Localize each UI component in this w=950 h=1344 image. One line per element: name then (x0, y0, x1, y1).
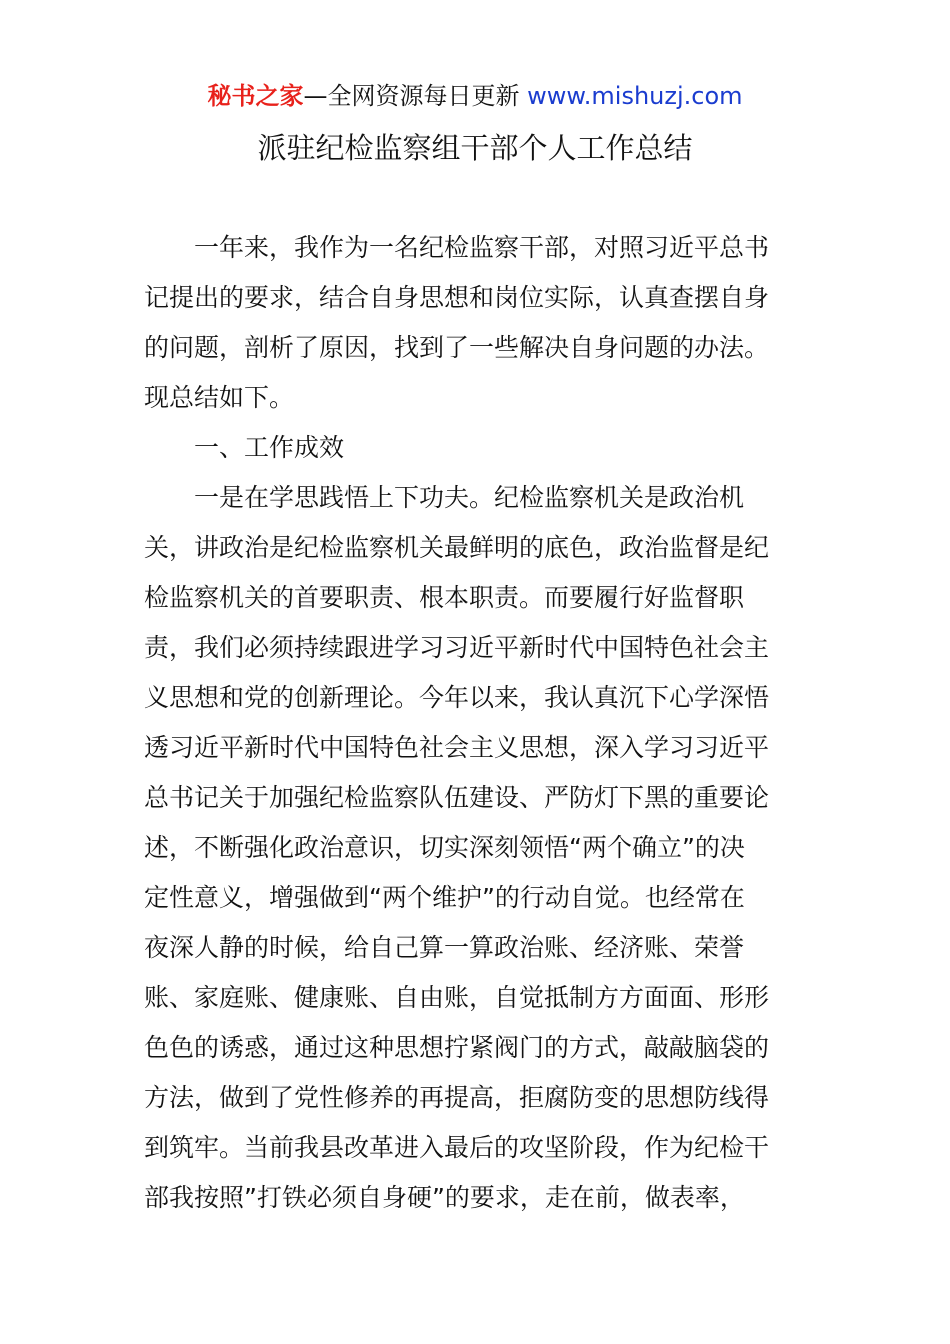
text-line: 述，不断强化政治意识，切实深刻领悟“两个确立”的决 (144, 833, 745, 862)
header-tagline: —全网资源每日更新 (303, 82, 520, 110)
text-line: 夜深人静的时候，给自己算一算政治账、经济账、荣誉 (144, 933, 745, 962)
text-line: 义思想和党的创新理论。今年以来，我认真沉下心学深悟 (144, 683, 770, 712)
text-line: 账、家庭账、健康账、自由账，自觉抵制方方面面、形形 (144, 983, 770, 1012)
text-line: 关，讲政治是纪检监察机关最鲜明的底色，政治监督是纪 (144, 533, 770, 562)
site-url-link[interactable]: www.mishuzj.com (527, 82, 743, 110)
site-header (0, 80, 950, 112)
brand-name: 秘书之家 (207, 82, 304, 110)
text-line: 到筑牢。当前我县改革进入最后的攻坚阶段，作为纪检干 (144, 1133, 770, 1162)
text-line: 透习近平新时代中国特色社会主义思想，深入学习习近平 (144, 733, 770, 762)
text-line: 责，我们必须持续跟进学习习近平新时代中国特色社会主 (144, 633, 770, 662)
text-line: 方法，做到了党性修养的再提高，拒腐防变的思想防线得 (144, 1083, 770, 1112)
text-line: 总书记关于加强纪检监察队伍建设、严防灯下黑的重要论 (144, 783, 770, 812)
text-line: 检监察机关的首要职责、根本职责。而要履行好监督职 (144, 583, 745, 612)
text-line: 的问题，剖析了原因，找到了一些解决自身问题的办法。 (144, 333, 770, 362)
text-line: 部我按照”打铁必须自身硬”的要求，走在前，做表率， (144, 1183, 745, 1212)
text-line: 现总结如下。 (144, 383, 295, 412)
text-line: 一年来，我作为一名纪检监察干部，对照习近平总书 (194, 233, 770, 262)
text-line: 一是在学思践悟上下功夫。纪检监察机关是政治机 (194, 483, 745, 512)
text-line: 色色的诱惑，通过这种思想拧紧阀门的方式，敲敲脑袋的 (144, 1033, 770, 1062)
text-line: 记提出的要求，结合自身思想和岗位实际，认真查摆自身 (144, 283, 770, 312)
document-title: 派驻纪检监察组干部个人工作总结 (257, 131, 693, 165)
section-heading: 一、工作成效 (194, 433, 345, 462)
document-body (144, 223, 806, 1223)
text-line: 定性意义，增强做到“两个维护”的行动自觉。也经常在 (144, 883, 745, 912)
